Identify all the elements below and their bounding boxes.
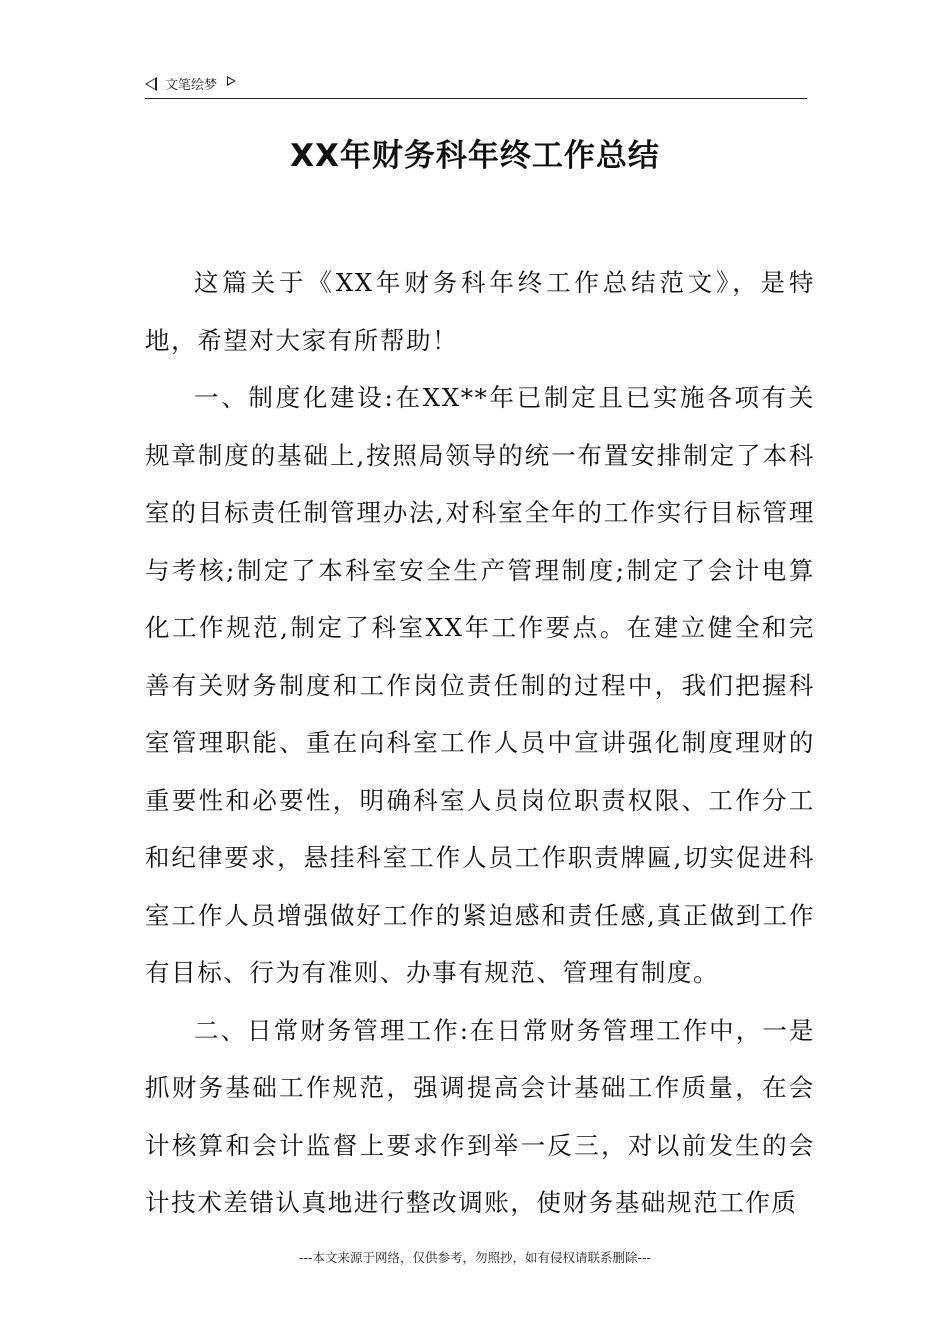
header-brand-text: 文笔绘梦: [165, 78, 218, 93]
triangle-right-icon: [227, 76, 236, 86]
paragraph-institution-building: 一、制度化建设:在XX**年已制定且已实施各项有关规章制度的基础上,按照局领导的统一布置安排制定了本科室的目标责任制管理办法,对科室全年的工作实行目标管理与考核;制定了本科室安全生产管理制度;制定了会计电算化工作规范,制定了科室XX年工作要点。在建立健全和完善有关财务制度和工作岗位责任制的过程中，我们把握科室管理职能、重在向科室工作人员中宣讲强化制度理财的重要性和必要性，明确科室人员岗位职责权限、工作分工和纪律要求，悬挂科室工作人员工作职责牌匾,切实促进科室工作人员增强做好工作的紧迫感和责任感,真正做到工作有目标、行为有准则、办事有规范、管理有制度。: [145, 383, 815, 987]
document-body: [145, 254, 815, 1232]
page-header: [145, 72, 807, 99]
triangle-left-icon: [145, 77, 157, 91]
paragraph-intro: 这篇关于《XX年财务科年终工作总结范文》，是特地，希望对大家有所帮助！: [145, 268, 815, 355]
header-brand: [145, 74, 236, 93]
document-title: XX年财务科年终工作总结: [290, 138, 660, 174]
paragraph-daily-finance: 二、日常财务管理工作:在日常财务管理工作中，一是抓财务基础工作规范，强调提高会计基础工作质量，在会计核算和会计监督上要求作到举一反三，对以前发生的会计技术差错认真地进行整改调账，使财务基础规范工作质: [145, 1015, 815, 1217]
footer-notice: ---本文来源于网络，仅供参考，勿照抄，如有侵权请联系删除---: [298, 1250, 652, 1265]
